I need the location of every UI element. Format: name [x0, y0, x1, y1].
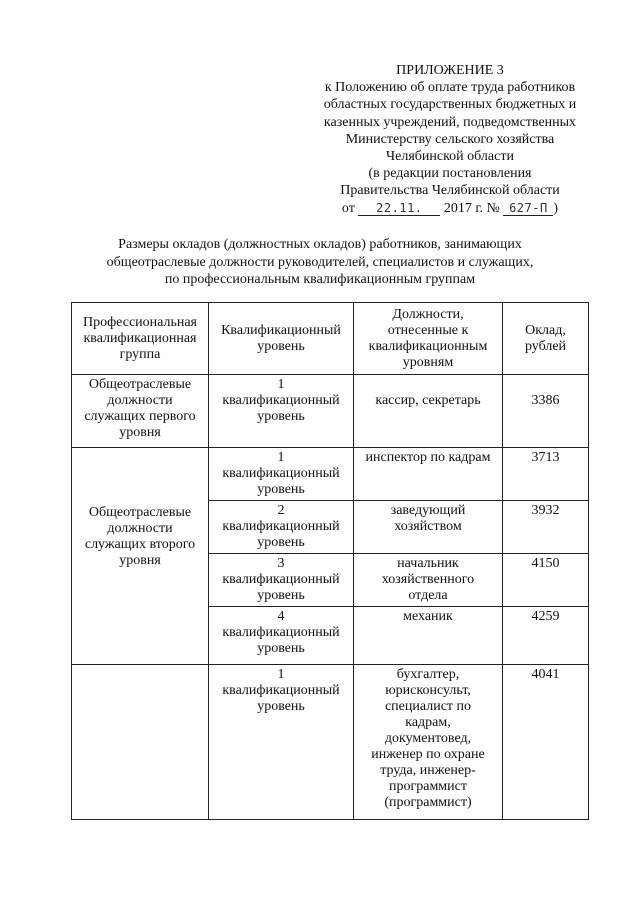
group-name-cell	[72, 665, 209, 820]
table-row	[72, 375, 589, 448]
header-line: Правительства Челябинской области	[340, 183, 560, 199]
salary-table	[71, 302, 589, 820]
table-header-row	[72, 303, 589, 375]
positions-cell: начальник хозяйственного отдела	[354, 554, 503, 607]
positions-cell: инспектор по кадрам	[354, 448, 503, 501]
header-positions: Должности, отнесенные к квалификационным уровням	[354, 303, 503, 375]
date-prefix: от	[341, 200, 355, 216]
closing-parenthesis: )	[553, 200, 559, 216]
title-line: по профессиональным квалификационным группам	[164, 272, 476, 287]
header-line: Министерству сельского хозяйства	[345, 131, 555, 147]
level-cell: 1 квалификационный уровень	[209, 375, 354, 448]
level-cell: 1 квалификационный уровень	[209, 665, 354, 820]
title-line: Размеры окладов (должностных окладов) работников, занимающих	[118, 237, 522, 252]
table-row	[72, 665, 589, 820]
handwritten-date: 22.11.	[376, 200, 423, 215]
handwritten-number: 627-П	[509, 200, 548, 215]
level-cell: 1 квалификационный уровень	[209, 448, 354, 501]
appendix-title: ПРИЛОЖЕНИЕ 3	[396, 63, 504, 78]
positions-cell: заведующий хозяйством	[354, 501, 503, 554]
salary-cell: 3932	[503, 501, 589, 554]
appendix-header	[300, 62, 600, 217]
salary-cell: 3713	[503, 448, 589, 501]
header-line: областных государственных бюджетных и	[323, 97, 577, 113]
salary-cell: 4150	[503, 554, 589, 607]
group-name-cell: Общеотраслевые должности служащих второго уровня	[72, 448, 209, 665]
header-line: (в редакции постановления	[368, 166, 532, 182]
positions-cell: кассир, секретарь	[354, 375, 503, 448]
header-line: к Положению об оплате труда работников	[324, 80, 576, 96]
positions-cell: механик	[354, 607, 503, 665]
approval-line	[300, 200, 600, 217]
salary-cell: 4259	[503, 607, 589, 665]
level-cell: 2 квалификационный уровень	[209, 501, 354, 554]
year-text: 2017 г. №	[443, 200, 500, 216]
positions-cell: бухгалтер, юрисконсульт, специалист по кадрам, документовед, инженер по охране труда, инженер- программист (программист)	[354, 665, 503, 820]
header-salary: Оклад, рублей	[503, 303, 589, 375]
number-blank	[503, 202, 553, 216]
salary-cell: 4041	[503, 665, 589, 820]
title-line: общеотраслевые должности руководителей, специалистов и служащих,	[106, 254, 534, 270]
header-group: Профессиональная квалификационная группа	[72, 303, 209, 375]
level-cell: 4 квалификационный уровень	[209, 607, 354, 665]
salary-cell: 3386	[503, 375, 589, 448]
header-line: Челябинской области	[386, 149, 514, 165]
group-name-cell: Общеотраслевые должности служащих первого уровня	[72, 375, 209, 448]
table-title	[60, 236, 580, 289]
table-row	[72, 448, 589, 501]
level-cell: 3 квалификационный уровень	[209, 554, 354, 607]
header-level: Квалификационный уровень	[209, 303, 354, 375]
date-blank	[358, 202, 440, 216]
header-line: казенных учреждений, подведомственных	[323, 114, 577, 130]
